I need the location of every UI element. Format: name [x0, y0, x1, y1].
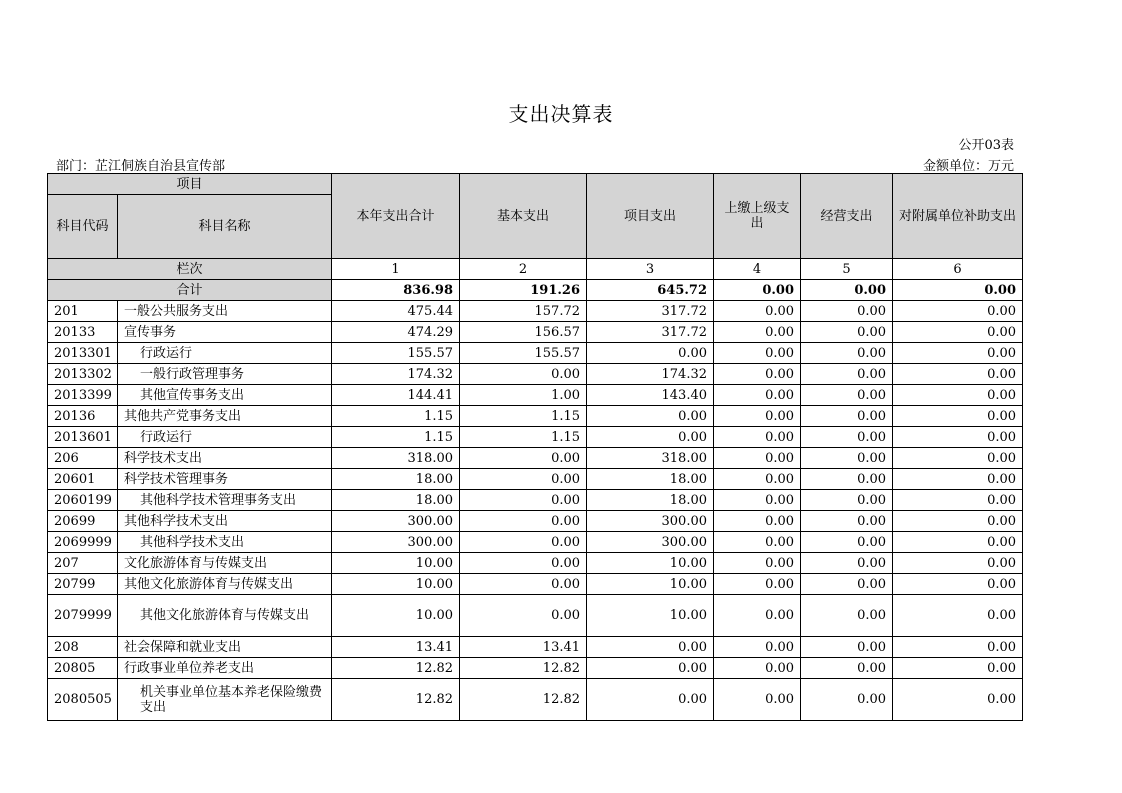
- row-value: 0.00: [714, 637, 801, 658]
- row-value: 0.00: [714, 427, 801, 448]
- row-value: 0.00: [460, 469, 587, 490]
- row-value: 0.00: [587, 427, 714, 448]
- row-value: 0.00: [893, 658, 1023, 679]
- column-number: 1: [332, 259, 460, 280]
- row-value: 0.00: [714, 322, 801, 343]
- header-name: 科目名称: [118, 195, 332, 259]
- row-name: 其他文化旅游体育与传媒支出: [118, 595, 332, 637]
- form-number: 公开03表: [958, 138, 1014, 153]
- row-value: 1.15: [332, 406, 460, 427]
- table-row: [48, 595, 1023, 637]
- row-value: 318.00: [332, 448, 460, 469]
- row-value: 0.00: [460, 553, 587, 574]
- row-value: 0.00: [893, 469, 1023, 490]
- row-value: 475.44: [332, 301, 460, 322]
- total-value: 0.00: [801, 280, 893, 301]
- table-row: [48, 427, 1023, 448]
- row-value: 1.15: [332, 427, 460, 448]
- header-subsidy: 对附属单位补助支出: [893, 174, 1023, 259]
- row-value: 0.00: [460, 595, 587, 637]
- row-value: 13.41: [332, 637, 460, 658]
- row-value: 0.00: [460, 364, 587, 385]
- page-title: 支出决算表: [508, 102, 614, 126]
- row-value: 0.00: [714, 385, 801, 406]
- row-name: 文化旅游体育与传媒支出: [118, 553, 332, 574]
- row-code: 2013601: [48, 427, 118, 448]
- row-value: 0.00: [801, 553, 893, 574]
- row-value: 144.41: [332, 385, 460, 406]
- row-value: 0.00: [801, 595, 893, 637]
- row-name: 行政运行: [118, 343, 332, 364]
- row-value: 1.00: [460, 385, 587, 406]
- row-name: 行政运行: [118, 427, 332, 448]
- row-value: 0.00: [801, 469, 893, 490]
- row-value: 0.00: [893, 385, 1023, 406]
- row-value: 0.00: [893, 448, 1023, 469]
- header-total: 本年支出合计: [332, 174, 460, 259]
- row-code: 201: [48, 301, 118, 322]
- row-value: 0.00: [587, 406, 714, 427]
- row-code: 208: [48, 637, 118, 658]
- row-code: 2013399: [48, 385, 118, 406]
- row-name: 一般公共服务支出: [118, 301, 332, 322]
- row-value: 318.00: [587, 448, 714, 469]
- row-value: 13.41: [460, 637, 587, 658]
- row-code: 206: [48, 448, 118, 469]
- table-row: [48, 406, 1023, 427]
- row-value: 0.00: [801, 343, 893, 364]
- row-value: 0.00: [893, 322, 1023, 343]
- row-value: 0.00: [893, 595, 1023, 637]
- row-value: 174.32: [587, 364, 714, 385]
- row-code: 20133: [48, 322, 118, 343]
- header-basic: 基本支出: [460, 174, 587, 259]
- row-code: 2079999: [48, 595, 118, 637]
- row-value: 10.00: [587, 553, 714, 574]
- row-value: 0.00: [893, 406, 1023, 427]
- row-value: 18.00: [332, 490, 460, 511]
- total-value: 645.72: [587, 280, 714, 301]
- row-value: 0.00: [714, 301, 801, 322]
- row-value: 0.00: [714, 532, 801, 553]
- row-name: 行政事业单位养老支出: [118, 658, 332, 679]
- row-value: 0.00: [460, 574, 587, 595]
- row-value: 0.00: [893, 301, 1023, 322]
- column-number: 3: [587, 259, 714, 280]
- row-value: 0.00: [714, 553, 801, 574]
- row-value: 0.00: [893, 553, 1023, 574]
- total-value: 0.00: [714, 280, 801, 301]
- row-value: 0.00: [460, 490, 587, 511]
- row-value: 0.00: [587, 679, 714, 721]
- row-value: 0.00: [714, 343, 801, 364]
- row-value: 317.72: [587, 322, 714, 343]
- header-upper: 上缴上级支出: [714, 174, 801, 259]
- row-value: 0.00: [801, 448, 893, 469]
- row-value: 0.00: [587, 343, 714, 364]
- row-value: 300.00: [587, 532, 714, 553]
- row-value: 18.00: [332, 469, 460, 490]
- table-row: [48, 511, 1023, 532]
- row-value: 155.57: [460, 343, 587, 364]
- row-value: 155.57: [332, 343, 460, 364]
- expenditure-table: [47, 173, 1023, 721]
- table-row: [48, 574, 1023, 595]
- header-project-expense: 项目支出: [587, 174, 714, 259]
- column-number: 4: [714, 259, 801, 280]
- row-name: 宣传事务: [118, 322, 332, 343]
- department-label: 部门：芷江侗族自治县宣传部: [56, 159, 226, 174]
- table-row: [48, 553, 1023, 574]
- row-value: 300.00: [332, 511, 460, 532]
- row-value: 0.00: [893, 532, 1023, 553]
- row-value: 10.00: [587, 574, 714, 595]
- row-value: 0.00: [714, 511, 801, 532]
- row-value: 0.00: [587, 658, 714, 679]
- row-value: 0.00: [893, 637, 1023, 658]
- header-code: 科目代码: [48, 195, 118, 259]
- row-name: 其他科学技术支出: [118, 511, 332, 532]
- row-value: 1.15: [460, 427, 587, 448]
- row-name: 其他共产党事务支出: [118, 406, 332, 427]
- row-value: 0.00: [801, 658, 893, 679]
- column-number: 6: [893, 259, 1023, 280]
- table-row: [48, 364, 1023, 385]
- row-value: 12.82: [332, 679, 460, 721]
- row-code: 2069999: [48, 532, 118, 553]
- row-value: 12.82: [460, 679, 587, 721]
- row-value: 0.00: [714, 595, 801, 637]
- row-value: 0.00: [801, 490, 893, 511]
- row-value: 0.00: [801, 301, 893, 322]
- row-value: 143.40: [587, 385, 714, 406]
- row-value: 18.00: [587, 490, 714, 511]
- row-code: 20805: [48, 658, 118, 679]
- row-value: 12.82: [460, 658, 587, 679]
- table-row: [48, 490, 1023, 511]
- row-value: 156.57: [460, 322, 587, 343]
- unit-label: 金额单位：万元: [922, 159, 1014, 174]
- row-value: 0.00: [801, 322, 893, 343]
- row-value: 10.00: [332, 574, 460, 595]
- row-value: 0.00: [801, 511, 893, 532]
- table-row: [48, 343, 1023, 364]
- row-name: 社会保障和就业支出: [118, 637, 332, 658]
- row-value: 157.72: [460, 301, 587, 322]
- row-value: 0.00: [460, 448, 587, 469]
- header-operating: 经营支出: [801, 174, 893, 259]
- table-row: [48, 469, 1023, 490]
- total-value: 836.98: [332, 280, 460, 301]
- total-value: 0.00: [893, 280, 1023, 301]
- row-value: 10.00: [587, 595, 714, 637]
- row-code: 2013301: [48, 343, 118, 364]
- row-code: 20699: [48, 511, 118, 532]
- row-value: 317.72: [587, 301, 714, 322]
- row-code: 20601: [48, 469, 118, 490]
- row-value: 0.00: [893, 511, 1023, 532]
- row-value: 12.82: [332, 658, 460, 679]
- row-name: 机关事业单位基本养老保险缴费支出: [118, 679, 332, 721]
- row-value: 0.00: [801, 637, 893, 658]
- total-label: 合计: [48, 280, 332, 301]
- row-value: 0.00: [893, 343, 1023, 364]
- row-value: 0.00: [714, 658, 801, 679]
- table-row: [48, 301, 1023, 322]
- table-row: [48, 322, 1023, 343]
- row-value: 0.00: [714, 469, 801, 490]
- row-value: 0.00: [460, 511, 587, 532]
- row-name: 一般行政管理事务: [118, 364, 332, 385]
- row-value: 0.00: [893, 364, 1023, 385]
- row-name: 其他宣传事务支出: [118, 385, 332, 406]
- header-project: 项目: [48, 174, 332, 195]
- row-value: 0.00: [714, 406, 801, 427]
- row-value: 0.00: [714, 679, 801, 721]
- row-value: 0.00: [801, 679, 893, 721]
- row-value: 0.00: [893, 679, 1023, 721]
- row-code: 20799: [48, 574, 118, 595]
- row-value: 0.00: [801, 532, 893, 553]
- row-value: 0.00: [714, 364, 801, 385]
- row-value: 0.00: [714, 448, 801, 469]
- table-row: [48, 658, 1023, 679]
- row-value: 0.00: [801, 574, 893, 595]
- row-value: 0.00: [587, 637, 714, 658]
- row-code: 207: [48, 553, 118, 574]
- table-row: [48, 679, 1023, 721]
- row-value: 0.00: [801, 385, 893, 406]
- row-value: 474.29: [332, 322, 460, 343]
- row-code: 2013302: [48, 364, 118, 385]
- row-value: 0.00: [801, 427, 893, 448]
- row-value: 0.00: [893, 490, 1023, 511]
- row-value: 0.00: [714, 490, 801, 511]
- header-column-label: 栏次: [48, 259, 332, 280]
- table-row: [48, 385, 1023, 406]
- row-value: 1.15: [460, 406, 587, 427]
- row-value: 10.00: [332, 553, 460, 574]
- row-value: 0.00: [460, 532, 587, 553]
- row-name: 其他科学技术管理事务支出: [118, 490, 332, 511]
- row-value: 0.00: [801, 364, 893, 385]
- row-value: 0.00: [714, 574, 801, 595]
- row-name: 科学技术支出: [118, 448, 332, 469]
- row-value: 0.00: [893, 427, 1023, 448]
- row-name: 其他科学技术支出: [118, 532, 332, 553]
- row-value: 0.00: [893, 574, 1023, 595]
- column-number: 2: [460, 259, 587, 280]
- row-name: 其他文化旅游体育与传媒支出: [118, 574, 332, 595]
- table-row: [48, 448, 1023, 469]
- column-number: 5: [801, 259, 893, 280]
- row-value: 300.00: [587, 511, 714, 532]
- row-value: 174.32: [332, 364, 460, 385]
- row-value: 10.00: [332, 595, 460, 637]
- row-code: 2080505: [48, 679, 118, 721]
- row-code: 2060199: [48, 490, 118, 511]
- table-row: [48, 637, 1023, 658]
- row-value: 18.00: [587, 469, 714, 490]
- total-value: 191.26: [460, 280, 587, 301]
- row-value: 300.00: [332, 532, 460, 553]
- row-name: 科学技术管理事务: [118, 469, 332, 490]
- row-code: 20136: [48, 406, 118, 427]
- table-row: [48, 532, 1023, 553]
- row-value: 0.00: [801, 406, 893, 427]
